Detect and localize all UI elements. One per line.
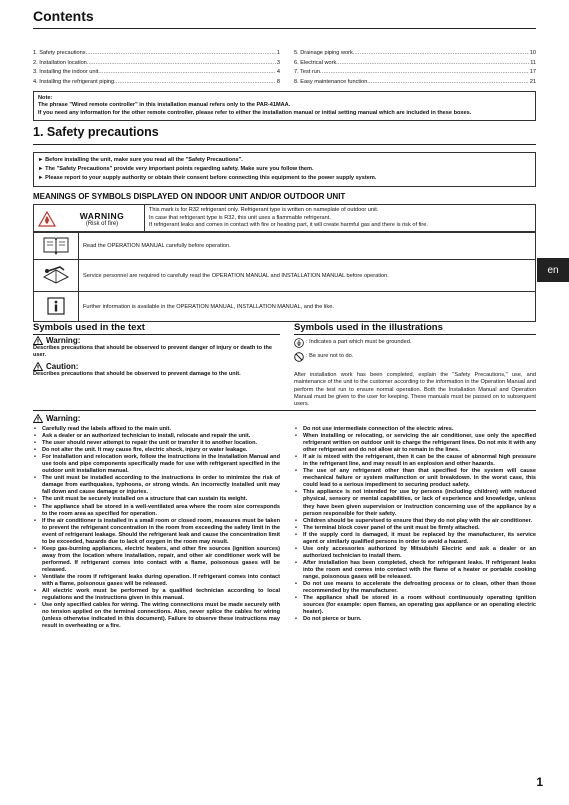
not-do-text: : Be sure not to do. [306, 352, 354, 359]
warning-heading [33, 336, 280, 345]
divider [33, 28, 536, 29]
list-item: • If the supply cord is damaged, it must be replaced by the manufacturer, its service agent or similarly qualified persons in order to avoid a hazard. [294, 532, 536, 546]
warning-line: If refrigerant leaks and comes in contact with fire or heating part, it will create harmful gas and there is risk of fire. [149, 222, 428, 229]
list-item: • Use only accessories authorized by Mitsubishi Electric and ask a dealer or an authorized technician to install them. [294, 546, 536, 560]
page-number: 1 [536, 775, 543, 789]
warnings-heading [33, 414, 80, 423]
toc-entry[interactable]: 5. Drainage piping work ..... 10 [294, 49, 536, 59]
section-title: 1. Safety precautions [33, 125, 159, 139]
toc-entry[interactable]: 1. Safety precautions ..... 1 [33, 49, 280, 59]
list-item: • The user should never attempt to repair the unit or transfer it to another location. [33, 440, 280, 447]
warnings-title: Warning: [46, 414, 81, 423]
list-item: • Use only specified cables for wiring. The wiring connections must be made securely with no tension applied on the terminal connections. Also, never splice the cables for wiring (unless otherwise indicated in this document). Failure to observe these instructions may result in overheating or a fire. [33, 602, 280, 630]
note-line: The phrase "Wired remote controller" in this installation manual refers only to the PAR-41MAA. [38, 102, 291, 109]
toc-entry[interactable]: 3. Installing the indoor unit ..... 4 [33, 68, 280, 78]
toc-entry[interactable]: 2. Installation location ..... 3 [33, 59, 280, 69]
list-item: • When installing or relocating, or servicing the air conditioner, use only the specified refrigerant written on outdoor unit to charge the refrigerant lines. Do not mix it with any other refrigerant and do not allow air to remain in the lines. [294, 433, 536, 454]
info-icon [34, 292, 79, 322]
ground-text: : Indicates a part which must be grounded. [306, 338, 412, 345]
row-text: Read the OPERATION MANUAL carefully before operation. [79, 232, 536, 260]
caution-title: Caution: [46, 362, 79, 372]
list-item: • For installation and relocation work, follow the instructions in the Installation Manual and use tools and pipe components specifically made for use with refrigerant specified in the outdoor unit installation manual. [33, 454, 280, 475]
divider [294, 334, 536, 335]
warnings-left [33, 426, 280, 630]
list-item: • Do not use means to accelerate the defrosting process or to clean, other than those recommended by the manufacturer. [294, 581, 536, 595]
note-label: Note: [38, 95, 53, 101]
symbols-illus-title: Symbols used in the illustrations [294, 322, 443, 333]
warning-label: WARNING [79, 210, 125, 221]
list-item: • Keep gas-burning appliances, electric heaters, and other fire sources (ignition sources) away from the location where installation, repair, and other air conditioner work will be performed. If refrigerant comes into contact with a flame, poisonous gases will be released. [33, 546, 280, 574]
not-do-row [294, 351, 536, 362]
list-item: • Children should be supervised to ensure that they do not play with the air conditioner. [294, 518, 536, 525]
language-tab[interactable]: en [537, 258, 569, 282]
warning-title: Warning: [46, 336, 81, 345]
list-item: • The unit must be securely installed on a structure that can sustain its weight. [33, 496, 280, 503]
list-item: • Do not alter the unit. It may cause fire, electric shock, injury or water leakage. [33, 447, 280, 454]
divider [33, 410, 536, 411]
intro-line: ► Before installing the unit, make sure you read all the "Safety Precautions". [38, 157, 243, 163]
service-manual-icon [34, 260, 79, 292]
meanings-title: MEANINGS OF SYMBOLS DISPLAYED ON INDOOR UNIT AND/OR OUTDOOR UNIT [33, 192, 346, 201]
caution-triangle-icon [33, 362, 43, 371]
toc-right [294, 49, 536, 88]
toc-entry[interactable]: 8. Easy maintenance function ..... 21 [294, 78, 536, 88]
intro-box [33, 152, 536, 187]
list-item: • Ventilate the room if refrigerant leaks during operation. If refrigerant comes into contact with a flame, poisonous gases will be released. [33, 574, 280, 588]
table-row [34, 292, 536, 322]
symbols-table [33, 204, 536, 233]
flame-warning-icon [34, 211, 60, 227]
prohibited-icon [294, 352, 304, 362]
ground-icon [294, 338, 304, 348]
table-row [34, 232, 536, 260]
list-item: • All electric work must be performed by a qualified technician according to local regulations and the instructions given in this manual. [33, 588, 280, 602]
intro-line: ► Please report to your supply authority or obtain their consent before connecting this equipment to the power supply system. [38, 175, 377, 181]
row-text: Further information is available in the OPERATION MANUAL, INSTALLATION MANUAL, and the like. [79, 292, 536, 322]
contents-title: Contents [33, 8, 94, 24]
warning-line: In case that refrigerant type is R32, this unit uses a flammable refrigerant. [149, 214, 331, 221]
list-item: • The unit must be installed according to the instructions in order to minimize the risk of damage from earthquakes, typhoons, or strong winds. An incorrectly installed unit may fall down and cause damage or injuries. [33, 475, 280, 496]
list-item: • After installation has been completed, check for refrigerant leaks. If refrigerant leaks into the room and comes into contact with the flame of a heater or portable cooking range, poisonous gases will be released. [294, 560, 536, 581]
ground-row [294, 337, 536, 348]
toc-entry[interactable]: 6. Electrical work ..... 11 [294, 59, 536, 69]
warnings-right [294, 426, 536, 623]
symbols-text-title: Symbols used in the text [33, 322, 145, 333]
warning-sub: (Risk of fire) [85, 220, 119, 227]
warning-triangle-icon [33, 414, 43, 423]
warning-text [145, 205, 536, 233]
warning-line: This mark is for R32 refrigerant only. Refrigerant type is written on nameplate of outdoor unit. [149, 207, 379, 214]
list-item: • Do not pierce or burn. [294, 616, 536, 623]
caution-heading [33, 362, 280, 371]
list-item: • Carefully read the labels affixed to the main unit. [33, 426, 280, 433]
symbols-table-rows [33, 231, 536, 322]
list-item: • The appliance shall be stored in a well-ventilated area where the room size corresponds to the room area as specified for operation. [33, 504, 280, 518]
table-row [34, 260, 536, 292]
list-item: • Ask a dealer or an authorized technician to install, relocate and repair the unit. [33, 433, 280, 440]
list-item: • If the air conditioner is installed in a small room or closed room, measures must be taken to prevent the refrigerant concentration in the room from exceeding the safety limit in the event of refrigerant leakage. Should the refrigerant leak and cause the concentration limit to be exceeded, hazards due to lack of oxygen in the room may result. [33, 518, 280, 546]
divider [33, 334, 280, 335]
warning-cell [34, 205, 145, 233]
divider [33, 144, 536, 145]
caution-desc: Describes precautions that should be observed to prevent damage to the unit. [33, 371, 241, 378]
list-item: • The terminal block cover panel of the unit must be firmly attached. [294, 525, 536, 532]
symbols-illus-block [294, 337, 536, 408]
table-row [34, 205, 536, 233]
intro-line: ► The "Safety Precautions" provide very important points regarding safety. Make sure you follow them. [38, 166, 314, 172]
symbols-text-block [33, 336, 280, 378]
toc-entry[interactable]: 7. Test run ..... 17 [294, 68, 536, 78]
note-box [33, 91, 536, 121]
warning-desc: Describes precautions that should be observed to prevent danger of injury or death to the user. [33, 345, 273, 359]
list-item: • The use of any refrigerant other than that specified for the system will cause mechanical failure or system malfunction or unit breakdown. In the worst case, this could lead to a serious impediment to securing product safety. [294, 468, 536, 489]
list-item: • The appliance shall be stored in a room without continuously operating ignition sources (for example: open flames, an operating gas appliance or an operating electric heater). [294, 595, 536, 616]
after-install-text: After installation work has been completed, explain the "Safety Precautions," use, and maintenance of the unit to the customer according to the information in the Operation Manual and perform the test run to ensure normal operation. Both the Installation Manual and Operation Manual must be given to the user for keeping. These manuals must be passed on to subsequent users. [294, 372, 536, 408]
toc-left [33, 49, 280, 88]
toc-entry[interactable]: 4. Installing the refrigerant piping ..... 8 [33, 78, 280, 88]
warning-triangle-icon [33, 336, 43, 345]
row-text: Service personnel are required to carefully read the OPERATION MANUAL and INSTALLATION MANUAL before operation. [79, 260, 536, 292]
note-line: If you need any information for the other remote controller, please refer to either the installation manual or initial setting manual which are included in these boxes. [38, 109, 472, 116]
book-icon [34, 232, 79, 260]
list-item: • Do not use intermediate connection of the electric wires. [294, 426, 536, 433]
list-item: • This appliance is not intended for use by persons (including children) with reduced physical, sensory or mental capabilities, or lack of experience and knowledge, unless they have been given supervision or instruction concerning use of the appliance by a person responsible for their safety. [294, 489, 536, 517]
list-item: • If air is mixed with the refrigerant, then it can be the cause of abnormal high pressure in the refrigerant line, and may result in an explosion and other hazards. [294, 454, 536, 468]
